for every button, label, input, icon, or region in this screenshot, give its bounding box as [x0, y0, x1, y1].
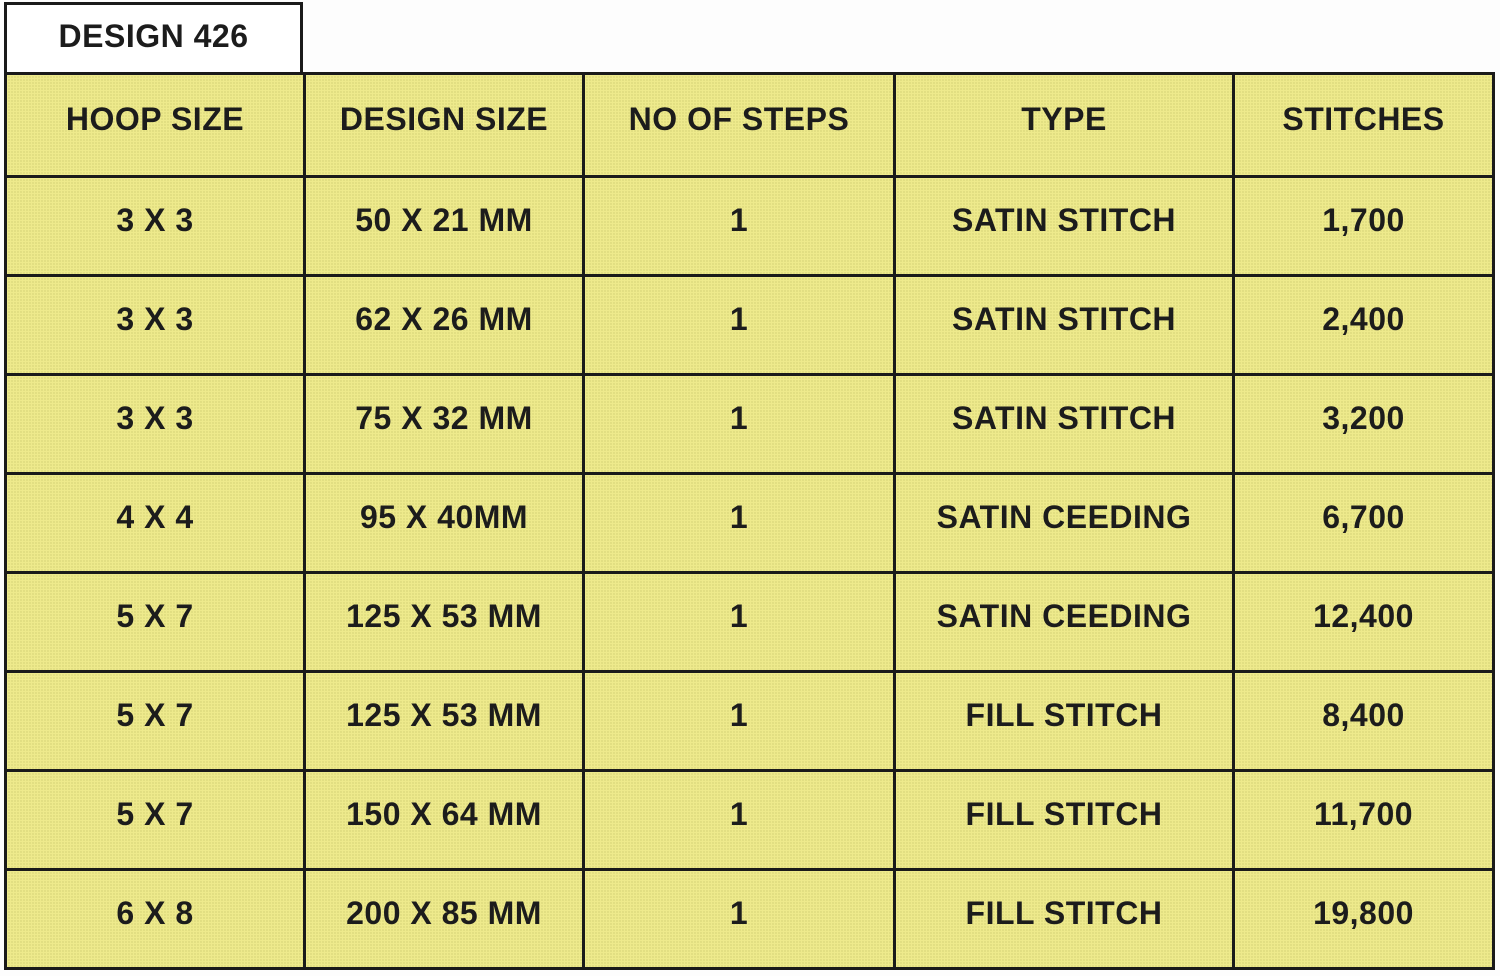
- table-row: [6, 870, 1494, 969]
- column-header-no-of-steps: NO OF STEPS: [584, 74, 895, 177]
- hoop-size-cell: 5 X 7: [6, 771, 305, 870]
- design-size-cell: 150 X 64 MM: [305, 771, 584, 870]
- design-size-cell: 75 X 32 MM: [305, 375, 584, 474]
- type-cell: FILL STITCH: [895, 771, 1234, 870]
- type-cell: FILL STITCH: [895, 672, 1234, 771]
- hoop-size-cell: 5 X 7: [6, 672, 305, 771]
- table-row: [6, 573, 1494, 672]
- hoop-size-cell: 3 X 3: [6, 375, 305, 474]
- design-size-cell: 62 X 26 MM: [305, 276, 584, 375]
- hoop-size-cell: 3 X 3: [6, 276, 305, 375]
- type-cell: FILL STITCH: [895, 870, 1234, 969]
- hoop-size-cell: 3 X 3: [6, 177, 305, 276]
- table-row: [6, 672, 1494, 771]
- table-row: [6, 375, 1494, 474]
- steps-cell: 1: [584, 474, 895, 573]
- stitches-cell: 2,400: [1234, 276, 1494, 375]
- column-header-stitches: STITCHES: [1234, 74, 1494, 177]
- table-row: [6, 771, 1494, 870]
- stitches-cell: 6,700: [1234, 474, 1494, 573]
- type-cell: SATIN STITCH: [895, 276, 1234, 375]
- design-title-box: [4, 2, 303, 75]
- type-cell: SATIN STITCH: [895, 375, 1234, 474]
- steps-cell: 1: [584, 870, 895, 969]
- design-size-cell: 125 X 53 MM: [305, 672, 584, 771]
- type-cell: SATIN CEEDING: [895, 573, 1234, 672]
- steps-cell: 1: [584, 276, 895, 375]
- steps-cell: 1: [584, 177, 895, 276]
- steps-cell: 1: [584, 771, 895, 870]
- hoop-size-cell: 6 X 8: [6, 870, 305, 969]
- hoop-size-cell: 5 X 7: [6, 573, 305, 672]
- stitches-cell: 11,700: [1234, 771, 1494, 870]
- stitches-cell: 12,400: [1234, 573, 1494, 672]
- header-row: [6, 74, 1494, 177]
- design-size-cell: 95 X 40MM: [305, 474, 584, 573]
- type-cell: SATIN CEEDING: [895, 474, 1234, 573]
- stitches-cell: 19,800: [1234, 870, 1494, 969]
- stitches-cell: 8,400: [1234, 672, 1494, 771]
- design-size-cell: 200 X 85 MM: [305, 870, 584, 969]
- design-size-cell: 125 X 53 MM: [305, 573, 584, 672]
- design-spec-table: [4, 72, 1495, 970]
- type-cell: SATIN STITCH: [895, 177, 1234, 276]
- steps-cell: 1: [584, 573, 895, 672]
- steps-cell: 1: [584, 375, 895, 474]
- table-row: [6, 177, 1494, 276]
- stitches-cell: 3,200: [1234, 375, 1494, 474]
- steps-cell: 1: [584, 672, 895, 771]
- column-header-type: TYPE: [895, 74, 1234, 177]
- table-row: [6, 474, 1494, 573]
- stitches-cell: 1,700: [1234, 177, 1494, 276]
- column-header-hoop-size: HOOP SIZE: [6, 74, 305, 177]
- hoop-size-cell: 4 X 4: [6, 474, 305, 573]
- column-header-design-size: DESIGN SIZE: [305, 74, 584, 177]
- design-size-cell: 50 X 21 MM: [305, 177, 584, 276]
- table-row: [6, 276, 1494, 375]
- design-title: DESIGN 426: [58, 18, 249, 54]
